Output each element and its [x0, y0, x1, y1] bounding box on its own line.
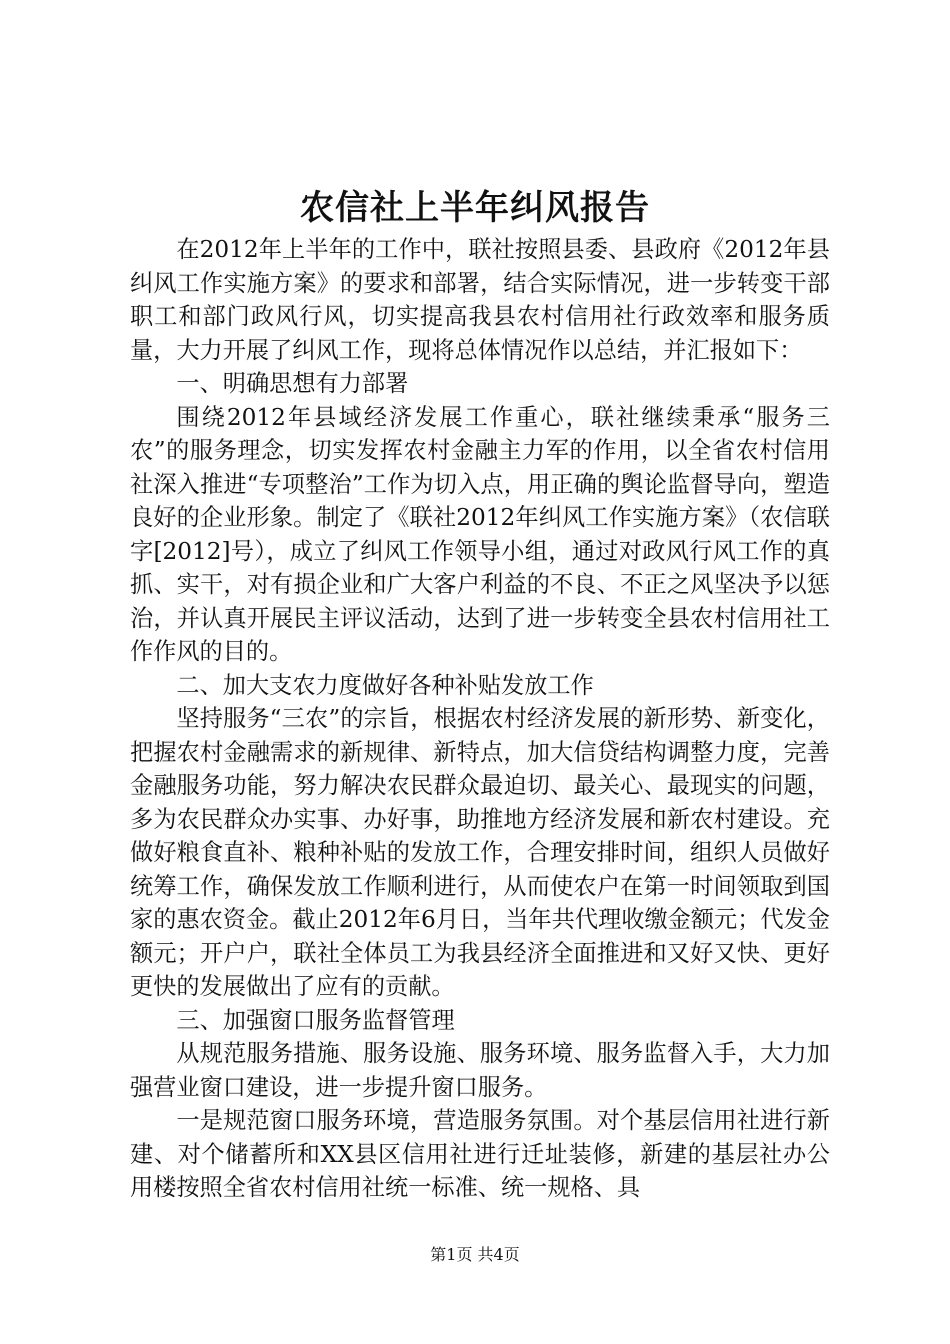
- paragraph-section-3: 从规范服务措施、服务设施、服务环境、服务监督入手，大力加强营业窗口建设，进一步提升窗口服务。: [130, 1040, 830, 1101]
- page-footer: 第1页 共4页: [430, 1245, 520, 1264]
- paragraph-section-1: 围绕2012年县域经济发展工作重心，联社继续秉承“服务三农”的服务理念，切实发挥农村金融主力军的作用，以全省农村信用社深入推进“专项整治”工作为切入点，用正确的舆论监督导向，塑造良好的企业形象。制定了《联社2012年纠风工作实施方案》（农信联字[2012]号），成立了纠风工作领导小组，通过对政风行风工作的真抓、实干，对有损企业和广大客户利益的不良、不正之风坚决予以惩治，并认真开展民主评议活动，达到了进一步转变全县农村信用社工作作风的目的。: [130, 403, 830, 665]
- section-heading-2: 二、加大支农力度做好各种补贴发放工作: [176, 671, 594, 699]
- document-title: 农信社上半年纠风报告: [300, 188, 650, 228]
- section-heading-3: 三、加强窗口服务监督管理: [176, 1006, 455, 1034]
- paragraph-intro: 在2012年上半年的工作中，联社按照县委、县政府《2012年县纠风工作实施方案》的要求和部署，结合实际情况，进一步转变干部职工和部门政风行风，切实提高我县农村信用社行政效率和服务质量，大力开展了纠风工作，现将总体情况作以总结，并汇报如下：: [130, 236, 830, 364]
- document-body: [130, 233, 830, 1205]
- paragraph-section-2: 坚持服务“三农”的宗旨，根据农村经济发展的新形势、新变化，把握农村金融需求的新规律、新特点，加大信贷结构调整力度，完善金融服务功能，努力解决农民群众最迫切、最关心、最现实的问题，多为农民群众办实事、办好事，助推地方经济发展和新农村建设。充做好粮食直补、粮种补贴的发放工作，合理安排时间，组织人员做好统筹工作，确保发放工作顺利进行，从而使农户在第一时间领取到国家的惠农资金。截止2012年6月日，当年共代理收缴金额元；代发金额元；开户户，联社全体员工为我县经济全面推进和又好又快、更好更快的发展做出了应有的贡献。: [130, 705, 830, 1000]
- paragraph-section-3-item-1: 一是规范窗口服务环境，营造服务氛围。对个基层信用社进行新建、对个储蓄所和XX县区信用社进行迁址装修，新建的基层社办公用楼按照全省农村信用社统一标准、统一规格、具: [130, 1107, 830, 1201]
- section-heading-1: 一、明确思想有力部署: [176, 370, 409, 397]
